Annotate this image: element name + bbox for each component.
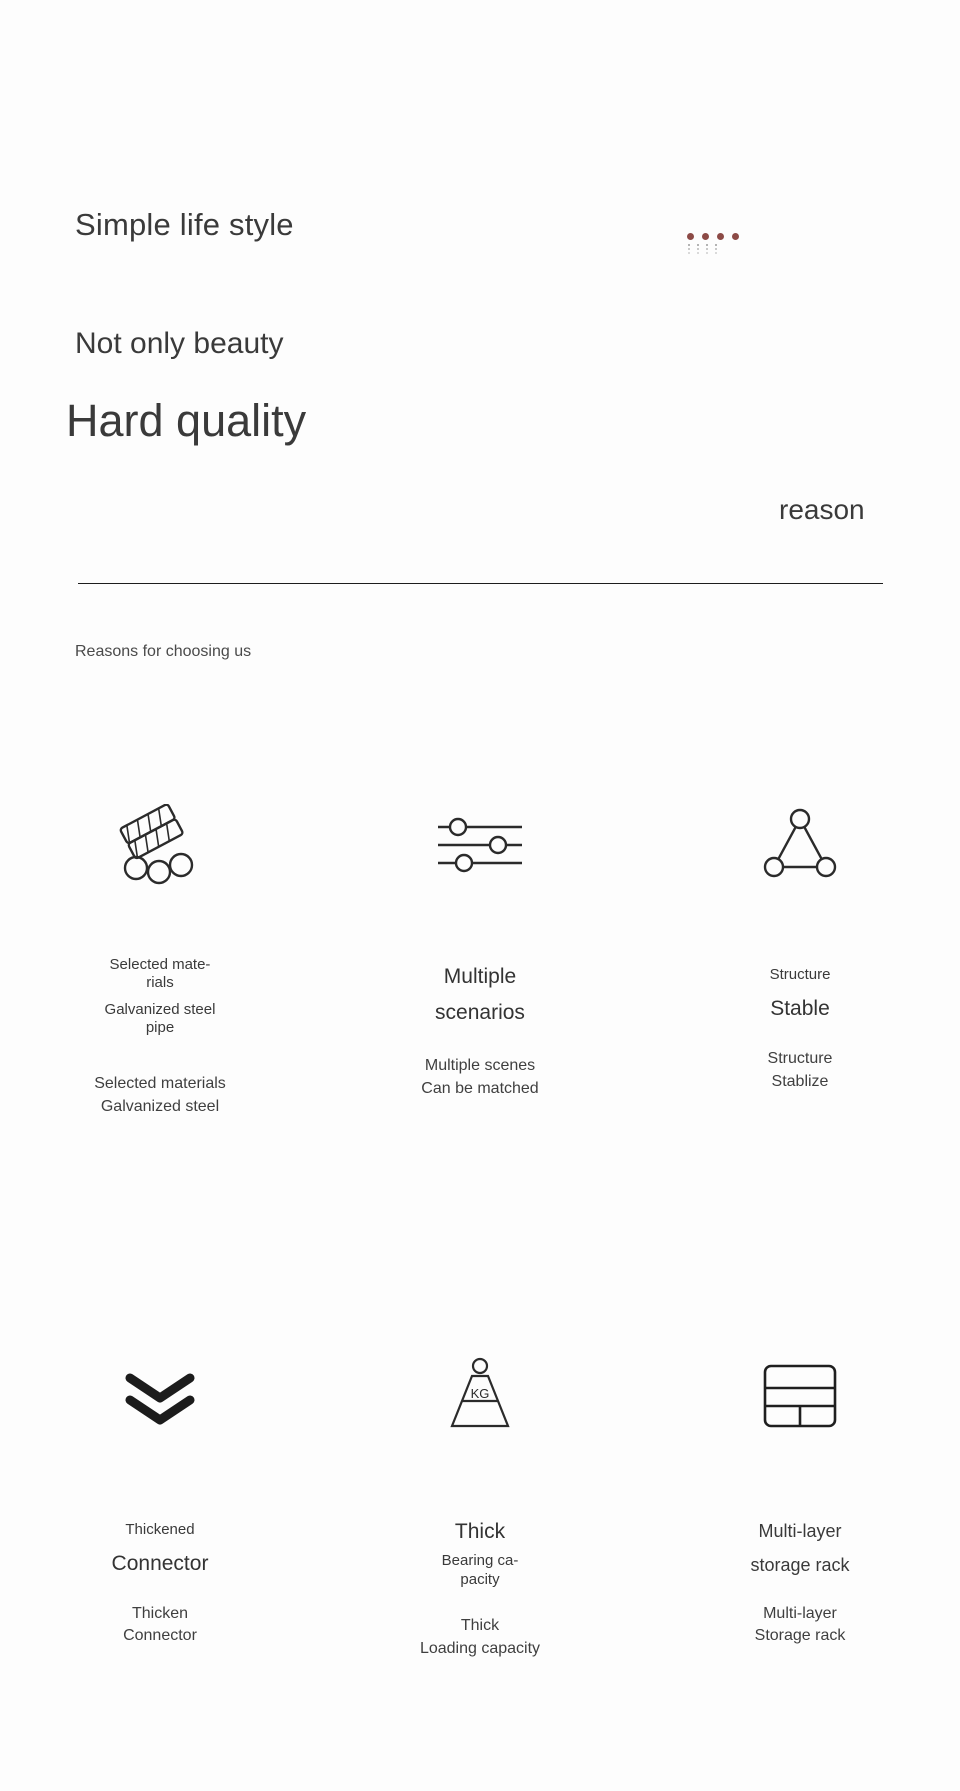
feature-description xyxy=(94,1073,226,1118)
kg-weight-icon xyxy=(440,1341,520,1451)
dot xyxy=(732,233,739,240)
feature-desc-line2: Stablize xyxy=(771,1072,829,1090)
feature-desc-line2: Connector xyxy=(123,1627,197,1645)
headline-secondary: Not only beauty xyxy=(75,327,284,360)
page-kicker: Simple life style xyxy=(75,207,294,242)
feature-title xyxy=(112,1521,209,1577)
feature-description xyxy=(421,1055,538,1100)
multi-layer-rack-icon xyxy=(759,1341,841,1451)
feature-desc-line1: Structure xyxy=(767,1049,833,1067)
dot xyxy=(688,244,690,246)
horizontal-divider xyxy=(78,583,883,584)
feature-title-line1: Thickened xyxy=(125,1520,195,1538)
feature-subtitle-line1: Bearing ca- xyxy=(441,1552,519,1570)
dot xyxy=(697,244,699,246)
feature-subtitle-line2: pipe xyxy=(145,1018,175,1036)
double-chevron-down-icon xyxy=(120,1341,200,1451)
feature-description xyxy=(123,1603,197,1648)
feature-card-thickened-connector xyxy=(0,1341,320,1670)
feature-title-line2: storage rack xyxy=(750,1554,850,1575)
feature-title xyxy=(435,964,525,1025)
feature-card-multiple-scenarios xyxy=(320,790,640,1119)
feature-title xyxy=(770,966,831,1022)
feature-card-bearing-capacity xyxy=(320,1341,640,1670)
feature-desc-line1: Thick xyxy=(460,1616,500,1634)
svg-text:KG: KG xyxy=(470,1385,490,1401)
feature-description xyxy=(768,1048,833,1093)
dot xyxy=(717,233,724,240)
feature-title-line1: Structure xyxy=(769,966,831,983)
feature-title-line2: rials xyxy=(146,974,174,992)
sliders-icon xyxy=(434,790,526,900)
dots-row-filled xyxy=(687,233,745,240)
reason-label: reason xyxy=(779,494,865,525)
feature-subtitle-line1: Galvanized steel xyxy=(104,1000,216,1018)
feature-title-line2: Stable xyxy=(770,997,830,1021)
feature-desc-line1: Thicken xyxy=(131,1604,188,1622)
feature-desc-line2: Storage rack xyxy=(754,1627,846,1645)
decorative-dots xyxy=(687,233,745,259)
feature-title-line1: Thick xyxy=(454,1519,506,1543)
feature-desc-line2: Galvanized steel xyxy=(100,1097,220,1115)
feature-title-line2: scenarios xyxy=(435,1000,525,1024)
stacked-pipes-icon xyxy=(112,790,208,900)
dot xyxy=(702,233,709,240)
section-caption: Reasons for choosing us xyxy=(75,643,252,660)
dot xyxy=(706,244,708,246)
dots-row-faded xyxy=(688,244,745,246)
feature-desc-line2: Loading capacity xyxy=(419,1639,541,1657)
feature-title xyxy=(105,956,216,1037)
feature-desc-line1: Multi-layer xyxy=(763,1604,837,1622)
feature-card-selected-materials xyxy=(0,790,320,1119)
dot xyxy=(687,233,694,240)
feature-card-structure-stable xyxy=(640,790,960,1119)
feature-title-line1: Multi-layer xyxy=(758,1520,842,1541)
feature-title xyxy=(750,1521,849,1577)
feature-description xyxy=(755,1603,846,1648)
triangle-nodes-icon xyxy=(760,790,840,900)
feature-description xyxy=(420,1615,540,1660)
feature-card-multi-layer-rack xyxy=(640,1341,960,1670)
dot xyxy=(715,244,717,246)
feature-desc-line1: Selected materials xyxy=(94,1075,226,1093)
feature-desc-line2: Can be matched xyxy=(421,1079,539,1097)
feature-desc-line1: Multiple scenes xyxy=(424,1057,536,1075)
feature-subtitle-line2: pacity xyxy=(460,1570,500,1588)
feature-grid xyxy=(0,790,960,1669)
headline-primary: Hard quality xyxy=(66,395,307,446)
feature-title-line1: Multiple xyxy=(443,965,517,988)
feature-title-line1: Selected mate- xyxy=(109,956,211,973)
feature-title-line2: Connector xyxy=(111,1551,209,1575)
feature-title xyxy=(442,1519,519,1589)
